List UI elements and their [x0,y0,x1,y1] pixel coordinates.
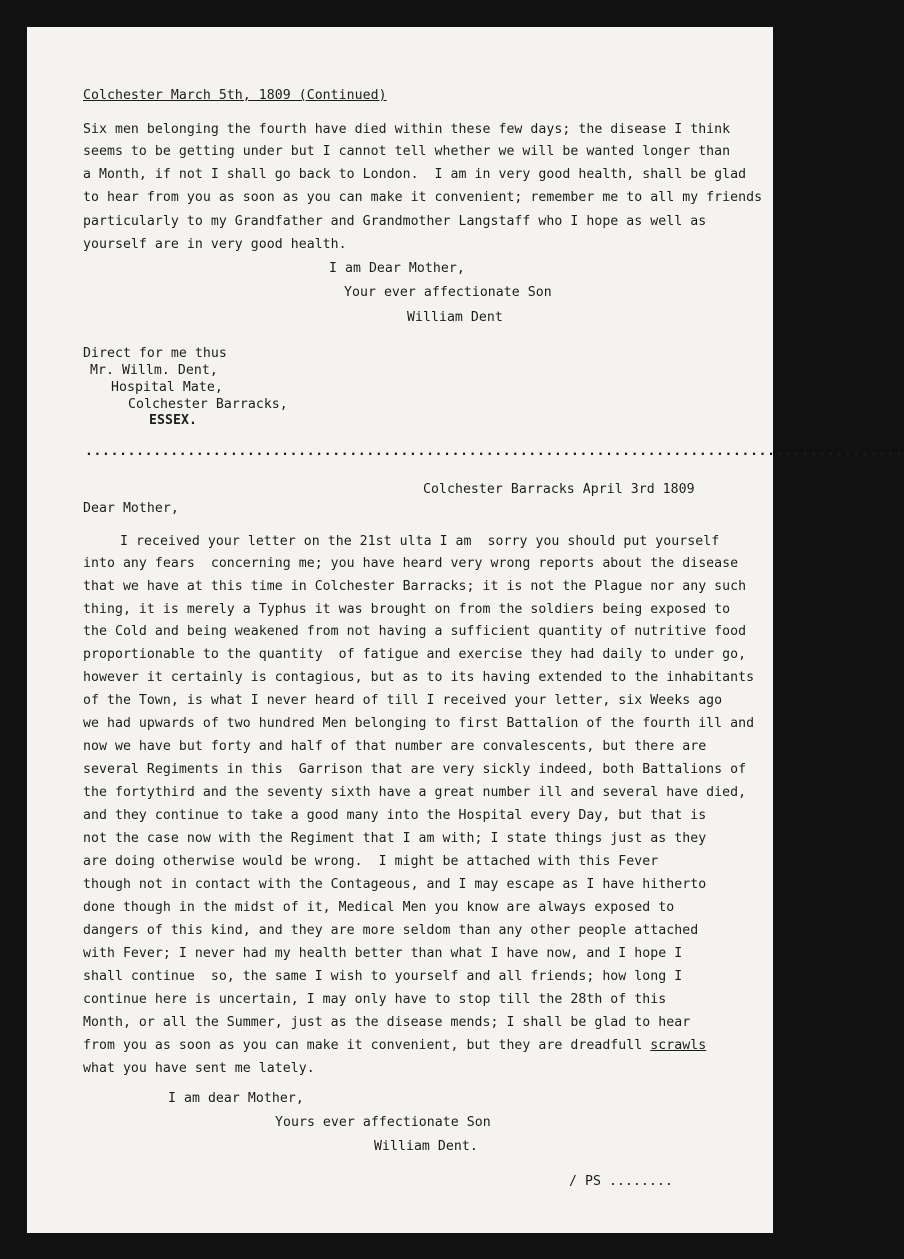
body-line: yourself are in very good health. [83,237,347,252]
body-line: I received your letter on the 21st ulta I am sorry you should put yourself [120,534,720,549]
body-line: dangers of this kind, and they are more seldom than any other people attached [83,923,699,938]
body-line: not the case now with the Regiment that I am with; I state things just as they [83,831,707,846]
body-line: to hear from you as soon as you can make it convenient; remember me to all my friends [83,190,763,205]
postscript-marker: / PS ........ [569,1174,673,1189]
letter-heading: Colchester March 5th, 1809 (Continued) [83,88,387,103]
address-line: Mr. Willm. Dent, [90,363,218,378]
closing-line: I am dear Mother, [168,1091,304,1106]
address-line: Hospital Mate, [111,380,223,395]
address-line: Direct for me thus [83,346,227,361]
body-line: a Month, if not I shall go back to London. I am in very good health, shall be glad [83,167,747,182]
body-line: continue here is uncertain, I may only have to stop till the 28th of this [83,992,667,1007]
body-line: we had upwards of two hundred Men belonging to first Battalion of the fourth ill and [83,716,755,731]
body-line: and they continue to take a good many into the Hospital every Day, but that is [83,808,707,823]
body-line: into any fears concerning me; you have heard very wrong reports about the disease [83,556,739,571]
dotted-separator: ................................................................................................ [85,444,904,459]
underlined-word: scrawls [650,1038,707,1053]
closing-line: I am Dear Mother, [329,261,465,276]
body-line-text: from you as soon as you can make it convenient, but they are dreadfull [83,1038,651,1053]
body-line: what you have sent me lately. [83,1061,315,1076]
body-line: the Cold and being weakened from not having a sufficient quantity of nutritive food [83,624,747,639]
body-line: of the Town, is what I never heard of till I received your letter, six Weeks ago [83,693,723,708]
body-line: however it certainly is contagious, but as to its having extended to the inhabitants [83,670,755,685]
body-line: several Regiments in this Garrison that are very sickly indeed, both Battalions of [83,762,747,777]
address-line: Colchester Barracks, [128,397,288,412]
body-line: seems to be getting under but I cannot tell whether we will be wanted longer than [83,144,731,159]
body-line: done though in the midst of it, Medical Men you know are always exposed to [83,900,675,915]
body-line: particularly to my Grandfather and Grandmother Langstaff who I hope as well as [83,214,707,229]
closing-line: Yours ever affectionate Son [275,1115,491,1130]
date-line: Colchester Barracks April 3rd 1809 [423,482,695,497]
document-page [27,27,904,1233]
body-line: that we have at this time in Colchester Barracks; it is not the Plague nor any such [83,579,747,594]
body-line: though not in contact with the Contageous, and I may escape as I have hitherto [83,877,707,892]
salutation: Dear Mother, [83,501,179,516]
address-line: ESSEX. [149,413,197,428]
body-line [83,1037,706,1055]
body-line: with Fever; I never had my health better than what I have now, and I hope I [83,946,683,961]
body-line: now we have but forty and half of that number are convalescents, but there are [83,739,707,754]
body-line: are doing otherwise would be wrong. I might be attached with this Fever [83,854,659,869]
closing-line: Your ever affectionate Son [344,285,552,300]
body-line: thing, it is merely a Typhus it was brought on from the soldiers being exposed to [83,602,731,617]
signature: William Dent [407,310,503,325]
body-line: Month, or all the Summer, just as the disease mends; I shall be glad to hear [83,1015,691,1030]
body-line: the fortythird and the seventy sixth have a great number ill and several have died, [83,785,747,800]
body-line: Six men belonging the fourth have died within these few days; the disease I think [83,122,731,137]
signature: William Dent. [374,1139,478,1154]
body-line: shall continue so, the same I wish to yourself and all friends; how long I [83,969,683,984]
body-line: proportionable to the quantity of fatigue and exercise they had daily to under go, [83,647,747,662]
